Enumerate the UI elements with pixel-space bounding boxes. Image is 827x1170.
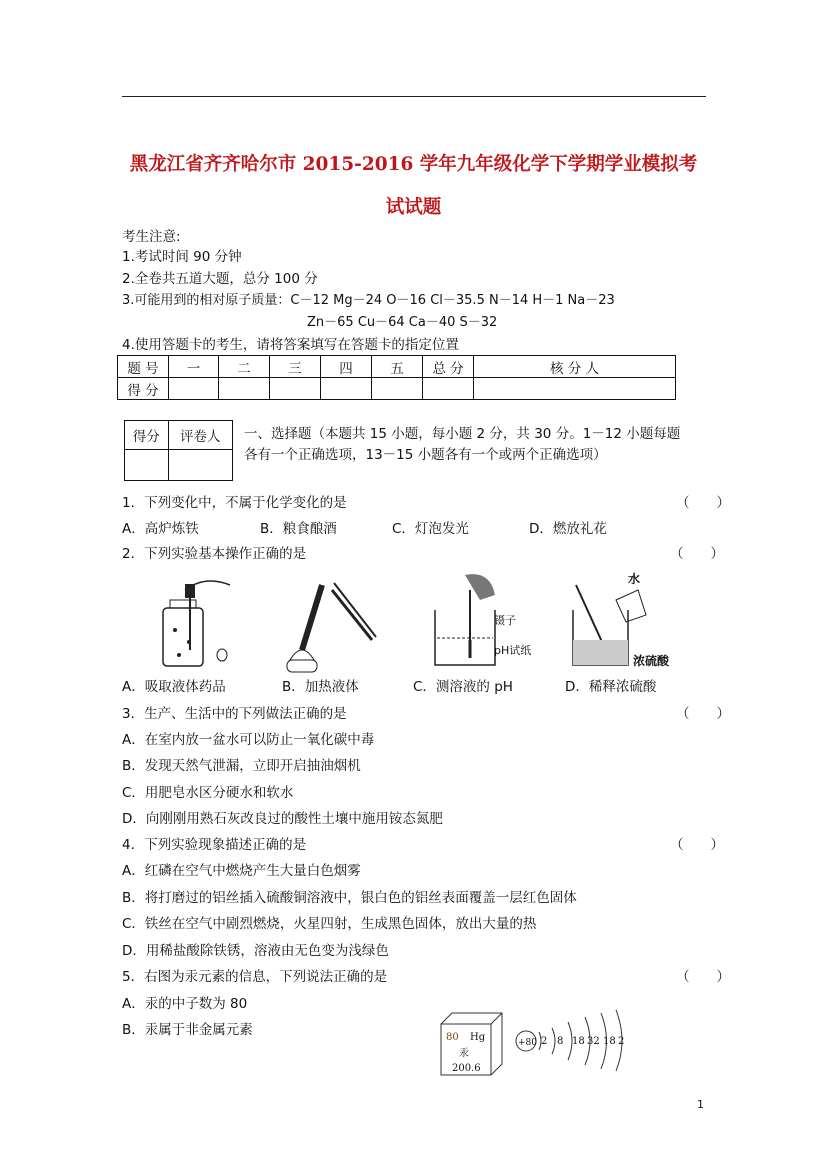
header-rule [122,96,706,97]
option[interactable]: C．灯泡发光 [392,521,469,537]
shell-electrons: 8 [557,1036,564,1047]
question-stem: 4．下列实验现象描述正确的是 [122,837,307,853]
nucleus-charge: +80 [518,1038,537,1048]
header-cell: 一 [169,356,219,378]
option[interactable]: A．在室内放一盆水可以防止一氧化碳中毒 [122,732,375,748]
atomic-structure-diagram [515,1008,630,1072]
shell-electrons: 18 [572,1036,585,1047]
question-stem: 2．下列实验基本操作正确的是 [122,546,307,562]
score-cell[interactable] [169,378,219,400]
option[interactable]: A．吸取液体药品 [122,679,226,695]
score-cell[interactable] [423,378,474,400]
grader-box [124,420,233,481]
answer-blank[interactable]: （ ） [676,495,730,511]
grader-name-label: 评卷人 [168,421,233,450]
lab-figure-dropper [155,570,240,670]
header-cell: 题 号 [118,356,169,378]
option[interactable]: B．发现天然气泄漏，立即开启抽油烟机 [122,758,361,774]
option-row [122,678,656,696]
section-heading: 一、选择题（本题共 15 小题，每小题 2 分，共 30 分。1－12 小题每题 [244,426,681,442]
lab-figure-heating [282,575,382,675]
atomic-mass: 200.6 [452,1063,481,1074]
grader-score-cell[interactable] [125,450,169,481]
figure-label: 镊子 [494,614,516,627]
element-card [440,1012,500,1076]
title-line-2: 试试题 [385,197,442,218]
title-line-1: 黑龙江省齐齐哈尔市 2015-2016 学年九年级化学下学期学业模拟考 [129,154,698,175]
grader-name-cell[interactable] [168,450,233,481]
option[interactable]: C．测溶液的 pH [413,679,513,695]
notice-heading: 考生注意: [122,229,181,245]
atomic-number: 80 [446,1032,459,1043]
answer-blank[interactable]: （ ） [670,837,724,853]
option[interactable]: D．燃放礼花 [529,521,607,537]
shell-electrons: 32 [587,1036,600,1047]
header-cell: 五 [372,356,423,378]
notice-item: 3.可能用到的相对原子质量：C－12 Mg－24 O－16 Cl－35.5 N－14 H－1 Na－23 [122,293,615,308]
shell-electrons: 2 [541,1036,548,1047]
score-cell[interactable] [372,378,423,400]
grader-score-label: 得分 [125,421,169,450]
option[interactable]: A．红磷在空气中燃烧产生大量白色烟雾 [122,863,361,879]
answer-blank[interactable]: （ ） [670,546,724,562]
element-name: 汞 [459,1048,469,1059]
option[interactable]: A．高炉炼铁 [122,521,199,537]
score-table [117,355,676,400]
element-symbol: Hg [470,1032,486,1043]
page-number: 1 [697,1098,704,1111]
notice-item: Zn－65 Cu－64 Ca－40 S－32 [307,315,498,330]
option[interactable]: A．汞的中子数为 80 [122,996,248,1012]
notice-item: 4.使用答题卡的考生，请将答案填写在答题卡的指定位置 [122,337,459,353]
figure-label: 水 [628,572,641,586]
header-cell: 三 [270,356,321,378]
option[interactable]: D．用稀盐酸除铁锈，溶液由无色变为浅绿色 [122,943,389,959]
header-cell: 核 分 人 [474,356,676,378]
option[interactable]: B．汞属于非金属元素 [122,1022,253,1038]
figure-label: pH试纸 [494,644,532,657]
header-cell: 四 [321,356,372,378]
header-cell: 二 [219,356,270,378]
score-cell[interactable] [270,378,321,400]
answer-blank[interactable]: （ ） [676,969,730,985]
row-label: 得 分 [118,378,169,400]
question-stem: 1．下列变化中，不属于化学变化的是 [122,495,347,511]
question-stem: 3．生产、生活中的下列做法正确的是 [122,706,347,722]
option[interactable]: B．粮食酿酒 [260,521,337,537]
option[interactable]: D．向刚刚用熟石灰改良过的酸性土壤中施用铵态氮肥 [122,811,443,827]
score-cell[interactable] [219,378,270,400]
option-row [122,520,607,538]
answer-blank[interactable]: （ ） [676,706,730,722]
shell-electrons: 2 [618,1036,625,1047]
figure-label: 浓硫酸 [633,654,670,668]
notice-item: 2.全卷共五道大题，总分 100 分 [122,271,318,287]
option[interactable]: C．用肥皂水区分硬水和软水 [122,785,294,801]
section-heading: 各有一个正确选项，13－15 小题各有一个或两个正确选项） [244,447,607,463]
option[interactable]: B．加热液体 [282,679,359,695]
question-stem: 5．右图为汞元素的信息，下列说法正确的是 [122,969,388,985]
option[interactable]: C．铁丝在空气中剧烈燃烧，火星四射，生成黑色固体，放出大量的热 [122,916,537,932]
header-cell: 总 分 [423,356,474,378]
shell-electrons: 18 [603,1036,616,1047]
option[interactable]: B．将打磨过的铝丝插入硫酸铜溶液中，银白色的铝丝表面覆盖一层红色固体 [122,890,577,906]
score-cell[interactable] [321,378,372,400]
option[interactable]: D．稀释浓硫酸 [565,679,657,695]
score-cell[interactable] [474,378,676,400]
notice-item: 1.考试时间 90 分钟 [122,249,242,265]
